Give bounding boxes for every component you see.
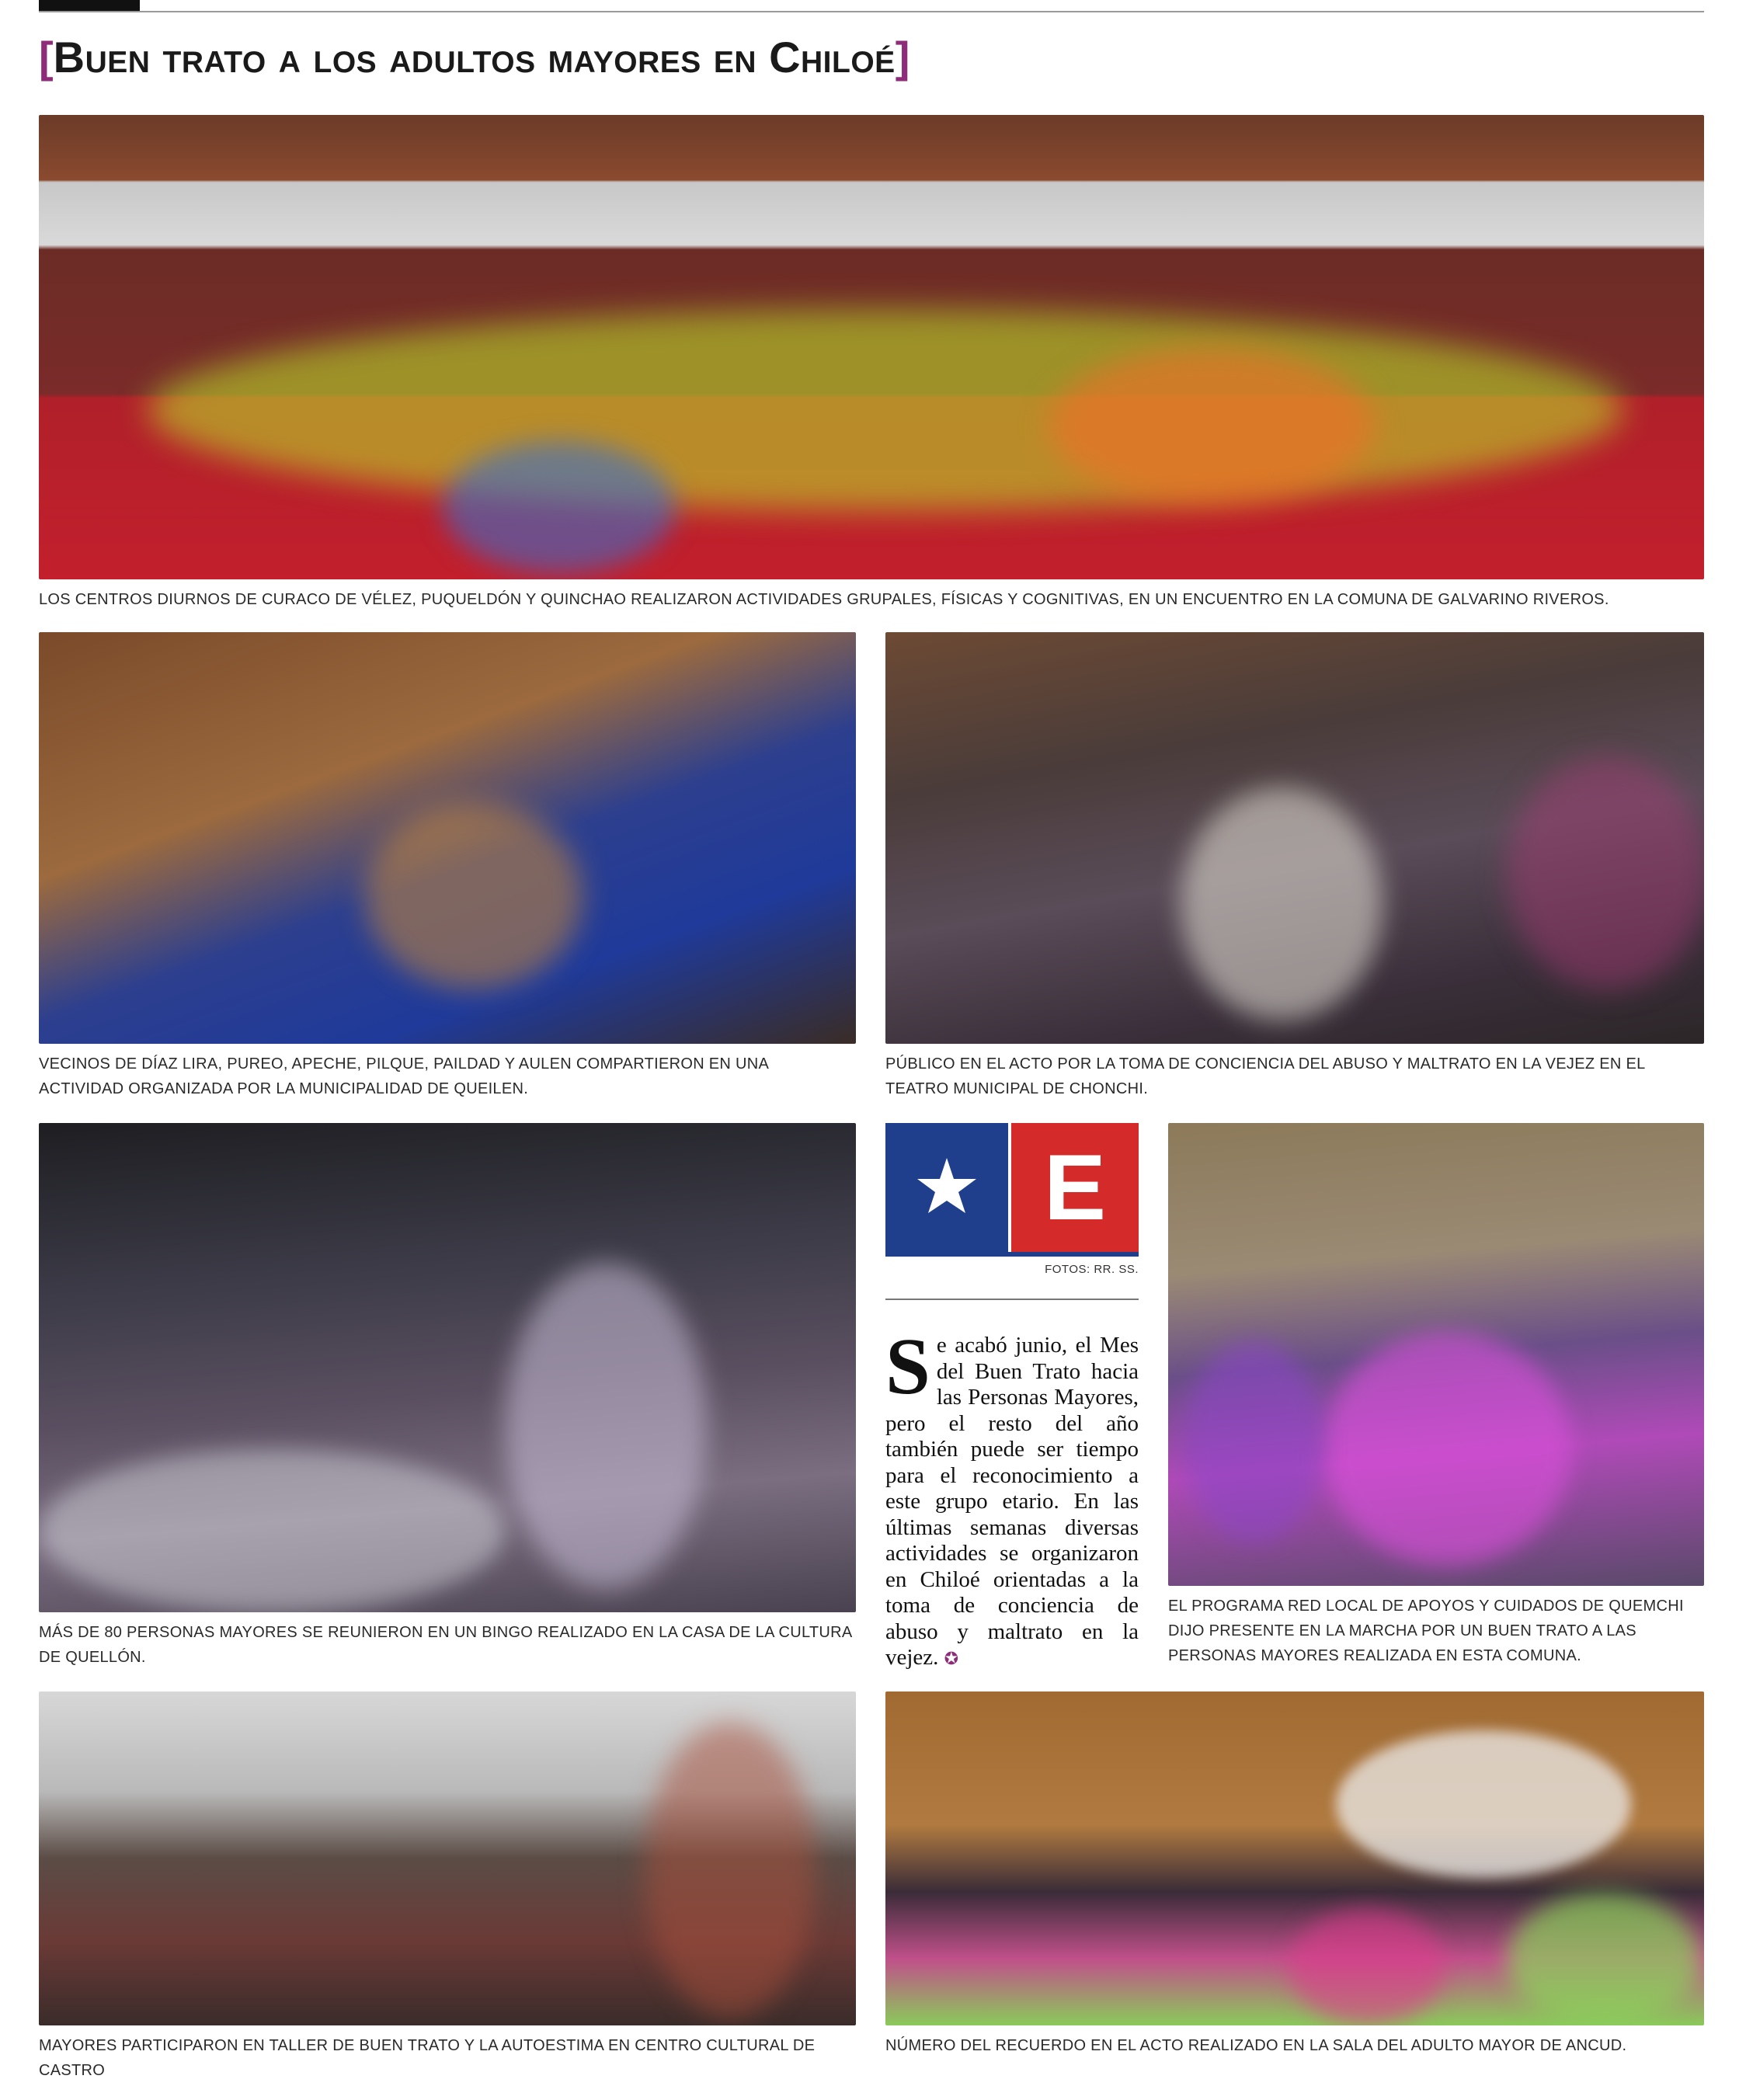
photo-credit: FOTOS: RR. SS. bbox=[1045, 1263, 1139, 1276]
drop-cap: S bbox=[885, 1322, 930, 1411]
section-tab bbox=[39, 0, 140, 11]
star-icon bbox=[885, 1123, 1008, 1252]
logo-underline bbox=[885, 1252, 1139, 1257]
caption-photo-6: MAYORES PARTICIPARON EN TALLER DE BUEN TRATO Y LA AUTOESTIMA EN CENTRO CULTURAL DE CASTRO bbox=[39, 2037, 816, 2079]
photo-galvarino-riveros bbox=[39, 115, 1704, 579]
column-rule bbox=[885, 1299, 1139, 1300]
caption-photo-4: MÁS DE 80 PERSONAS MAYORES SE REUNIERON EN UN BINGO REALIZADO EN LA CASA DE LA CULTURA DE QUELLÓN. bbox=[39, 1624, 852, 1666]
article-body-text: e acabó junio, el Mes del Buen Trato hacia las Personas Mayores, pero el resto del año también puede ser tiempo para el reconocimiento a este grupo etario. En las últimas semanas diversas actividades se organizaron en Chiloé orientadas a la toma de conciencia de abuso y maltrato en la vejez. bbox=[885, 1333, 1139, 1670]
photo-quellon-bingo bbox=[39, 1123, 856, 1612]
end-mark-icon: ✪ bbox=[944, 1649, 959, 1668]
newspaper-logo bbox=[885, 1123, 1139, 1252]
article-body bbox=[885, 1322, 1139, 1672]
headline-text: Buen trato a los adultos mayores en Chiloé bbox=[53, 33, 896, 82]
photo-castro-workshop bbox=[39, 1691, 856, 2025]
photo-queilen bbox=[39, 632, 856, 1044]
page-title: [Buen trato a los adultos mayores en Chiloé] bbox=[39, 33, 910, 82]
caption-photo-5: EL PROGRAMA RED LOCAL DE APOYOS Y CUIDADOS DE QUEMCHI DIJO PRESENTE EN LA MARCHA POR UN BUEN TRATO A LAS PERSONAS MAYORES REALIZADA EN ESTA COMUNA. bbox=[1168, 1598, 1684, 1664]
caption-photo-1: LOS CENTROS DIURNOS DE CURACO DE VÉLEZ, PUQUELDÓN Y QUINCHAO REALIZARON ACTIVIDADES GRUPALES, FÍSICAS Y COGNITIVAS, EN UN ENCUENTRO EN LA COMUNA DE GALVARINO RIVEROS. bbox=[39, 591, 1609, 608]
caption-photo-7: NÚMERO DEL RECUERDO EN EL ACTO REALIZADO EN LA SALA DEL ADULTO MAYOR DE ANCUD. bbox=[885, 2037, 1627, 2054]
photo-chonchi bbox=[885, 632, 1704, 1044]
top-rule bbox=[39, 11, 1704, 12]
logo-letter: E bbox=[1043, 1135, 1107, 1239]
caption-photo-2: VECINOS DE DÍAZ LIRA, PUREO, APECHE, PILQUE, PAILDAD Y AULEN COMPARTIERON EN UNA ACTIVIDAD ORGANIZADA POR LA MUNICIPALIDAD DE QUEILEN. bbox=[39, 1055, 769, 1097]
photo-ancud-dance bbox=[885, 1691, 1704, 2025]
photo-quemchi-march bbox=[1168, 1123, 1704, 1586]
caption-photo-3: PÚBLICO EN EL ACTO POR LA TOMA DE CONCIENCIA DEL ABUSO Y MALTRATO EN LA VEJEZ EN EL TEATRO MUNICIPAL DE CHONCHI. bbox=[885, 1055, 1645, 1097]
